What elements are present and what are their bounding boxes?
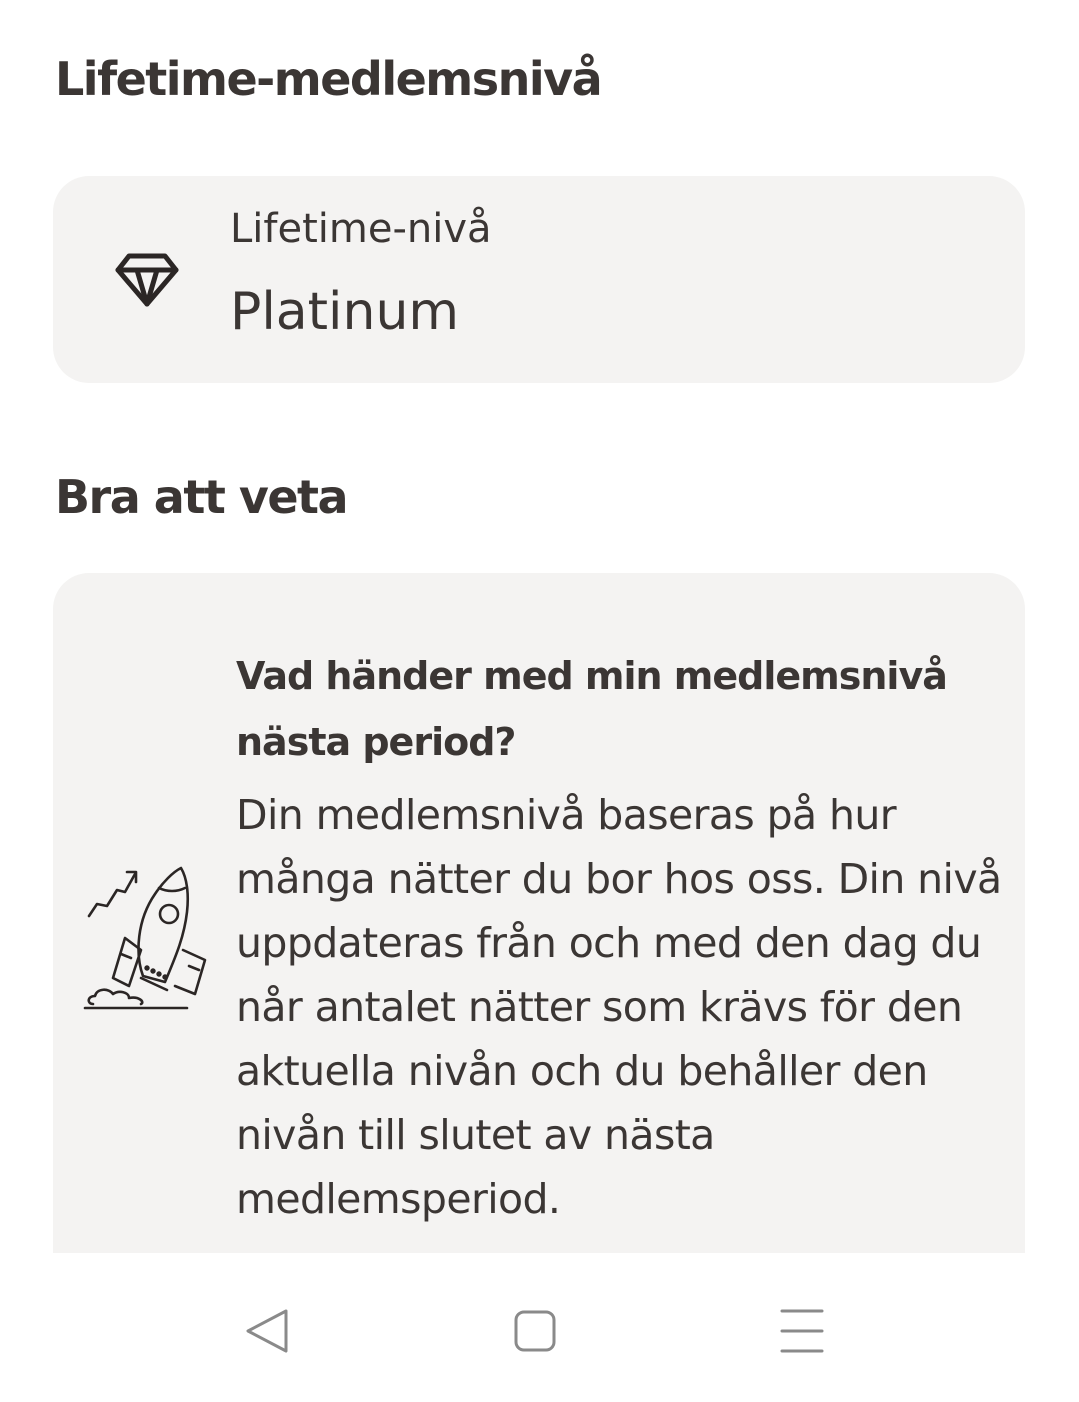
faq-answer: Din medlemsnivå baseras på hur många nätter du bor hos oss. Din nivå uppdateras från och med den dag du når antalet nätter som krävs för den aktuella nivån och du behåller den nivån till slutet av nästa medlemsperiod. — [236, 791, 1002, 1223]
good-to-know-heading: Bra att veta — [55, 470, 348, 524]
diamond-icon — [115, 252, 179, 308]
lifetime-tier-card — [53, 176, 1025, 383]
menu-icon[interactable] — [772, 1301, 832, 1361]
faq-card — [53, 573, 1025, 1253]
lifetime-tier-label: Lifetime-nivå — [230, 206, 492, 252]
home-icon[interactable] — [505, 1301, 565, 1361]
back-icon[interactable] — [238, 1301, 298, 1361]
faq-question: Vad händer med min medlemsnivå nästa period? — [236, 654, 947, 764]
lifetime-tier-heading: Lifetime-medlemsnivå — [55, 52, 602, 106]
lifetime-tier-value: Platinum — [230, 282, 460, 342]
rocket-icon — [83, 858, 209, 1014]
system-navigation-bar — [0, 1253, 1079, 1402]
